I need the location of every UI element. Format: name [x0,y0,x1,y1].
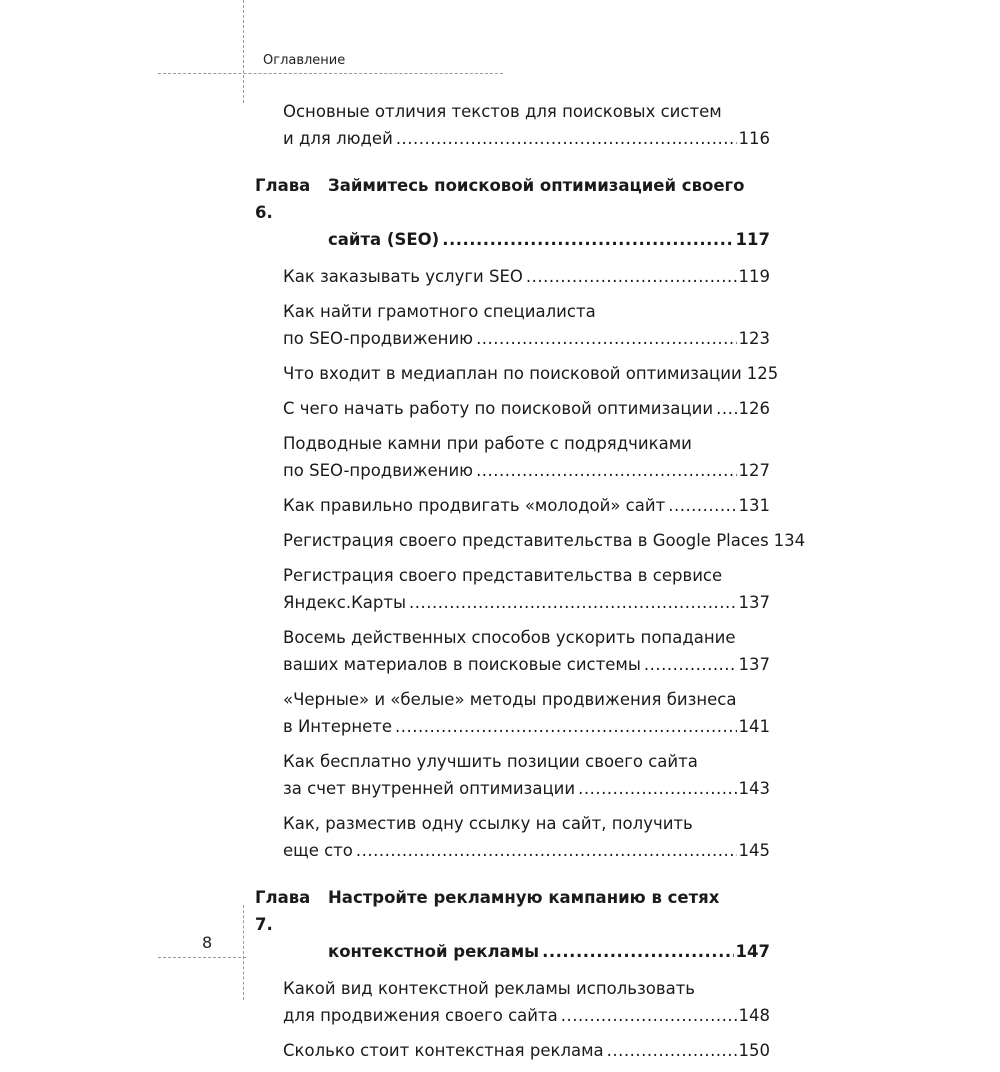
entry-title: Сколько стоит контекстная реклама [283,1041,604,1060]
dot-leader [561,1002,737,1029]
entry-leader-line [283,775,770,802]
crop-mark-top-vertical [243,0,244,103]
dot-leader [476,325,736,352]
entry-title: по SEO-продвижению [283,329,474,348]
toc-section-entry [283,527,806,554]
entry-page-number: 141 [738,717,770,736]
entry-title-line1: Какой вид контекстной рекламы использовать [283,979,696,998]
entry-title: контекстной рекламы [328,942,540,961]
entry-page-number: 150 [738,1041,770,1060]
chapter-heading-line [255,884,770,938]
entry-title-line1: Восемь действенных способов ускорить попадание [283,628,736,647]
entry-title: Как заказывать услуги SEO [283,267,523,286]
entry-page-number: 143 [738,779,770,798]
entry-page-number: 126 [738,399,770,418]
toc-section-entry [283,624,770,678]
toc-section-entry [283,686,770,740]
crop-mark-top-horizontal [158,73,503,74]
entry-title: в Интернете [283,717,393,736]
entry-leader-line [283,527,806,554]
entry-leader-line [283,1037,770,1064]
dot-leader [716,395,736,422]
toc-section-entry [283,810,770,864]
entry-title: Что входит в медиаплан по поисковой оптимизации [283,364,742,383]
toc-section-entry [283,562,770,616]
entry-page-number: 116 [738,129,770,148]
toc-section-entry [283,492,770,519]
toc-section-entry [283,430,770,484]
entry-title-line1: Как найти грамотного специалиста [283,302,596,321]
entry-leader-line [283,837,770,864]
chapter-label: Глава 6. [255,176,311,222]
entry-page-number: 134 [773,531,806,550]
crop-mark-bottom-horizontal [158,957,246,958]
entry-leader-line [328,226,770,253]
chapter-label: Глава 7. [255,888,311,934]
entry-page-number: 119 [738,267,770,286]
entry-page-number: 131 [738,496,770,515]
entry-page-number: 145 [738,841,770,860]
entry-page-number: 125 [746,364,779,383]
entry-leader-line [283,125,770,152]
entry-title: С чего начать работу по поисковой оптимизации [283,399,714,418]
chapter-title-line1: Настройте рекламную кампанию в сетях [328,888,720,907]
entry-title: еще сто [283,841,353,860]
page-number: 8 [202,933,213,952]
entry-title-line1: Как, разместив одну ссылку на сайт, получить [283,814,693,833]
entry-title: сайта (SEO) [328,230,440,249]
entry-title: для продвижения своего сайта [283,1006,558,1025]
toc-section-entry [283,298,770,352]
entry-leader-line [328,938,770,965]
toc-section-entry [283,1037,770,1064]
chapter-title-line1: Займитесь поисковой оптимизацией своего [328,176,745,195]
entry-page-number: 137 [738,655,770,674]
entry-page-number: 127 [738,461,770,480]
entry-page-number: 148 [738,1006,770,1025]
toc-section-entry [283,748,770,802]
entry-title: Регистрация своего представительства в Google Places [283,531,769,550]
entry-title: и для людей [283,129,393,148]
entry-title-line1: Как бесплатно улучшить позиции своего сайта [283,752,698,771]
dot-leader [395,713,736,740]
entry-leader-line [283,360,779,387]
entry-leader-line [283,713,770,740]
entry-page-number: 137 [738,593,770,612]
dot-leader [578,775,736,802]
entry-title-line1: Основные отличия текстов для поисковых систем [283,102,722,121]
entry-title: Как правильно продвигать «молодой» сайт [283,496,666,515]
entry-title: по SEO-продвижению [283,461,474,480]
table-of-contents [255,98,806,1072]
dot-leader [442,226,733,253]
entry-leader-line [283,457,770,484]
entry-leader-line [283,651,770,678]
entry-title: ваших материалов в поисковые системы [283,655,641,674]
dot-leader [542,938,733,965]
chapter-heading-line [255,172,770,226]
toc-chapter-entry [255,884,770,965]
entry-page-number: 123 [738,329,770,348]
toc-section-entry [283,395,770,422]
dot-leader [476,457,736,484]
toc-chapter-entry [255,172,770,253]
entry-title: за счет внутренней оптимизации [283,779,576,798]
entry-leader-line [283,1002,770,1029]
entry-leader-line [283,589,770,616]
entry-title: Яндекс.Карты [283,593,407,612]
entry-page-number: 147 [735,942,770,961]
running-head: Оглавление [263,53,346,68]
entry-leader-line [283,263,770,290]
toc-section-entry [283,360,779,387]
dot-leader [668,492,736,519]
toc-section-entry [283,98,770,152]
dot-leader [644,651,737,678]
entry-title-line1: Регистрация своего представительства в сервисе [283,566,723,585]
dot-leader [396,125,737,152]
entry-title-line1: Подводные камни при работе с подрядчиками [283,434,692,453]
entry-leader-line [283,395,770,422]
entry-page-number: 117 [735,230,770,249]
entry-leader-line [283,492,770,519]
dot-leader [526,263,737,290]
toc-section-entry [283,263,770,290]
dot-leader [409,589,736,616]
toc-section-entry [283,975,770,1029]
dot-leader [356,837,737,864]
entry-leader-line [283,325,770,352]
dot-leader [607,1037,737,1064]
crop-mark-bottom-vertical [243,905,244,1000]
entry-title-line1: «Черные» и «белые» методы продвижения бизнеса [283,690,737,709]
